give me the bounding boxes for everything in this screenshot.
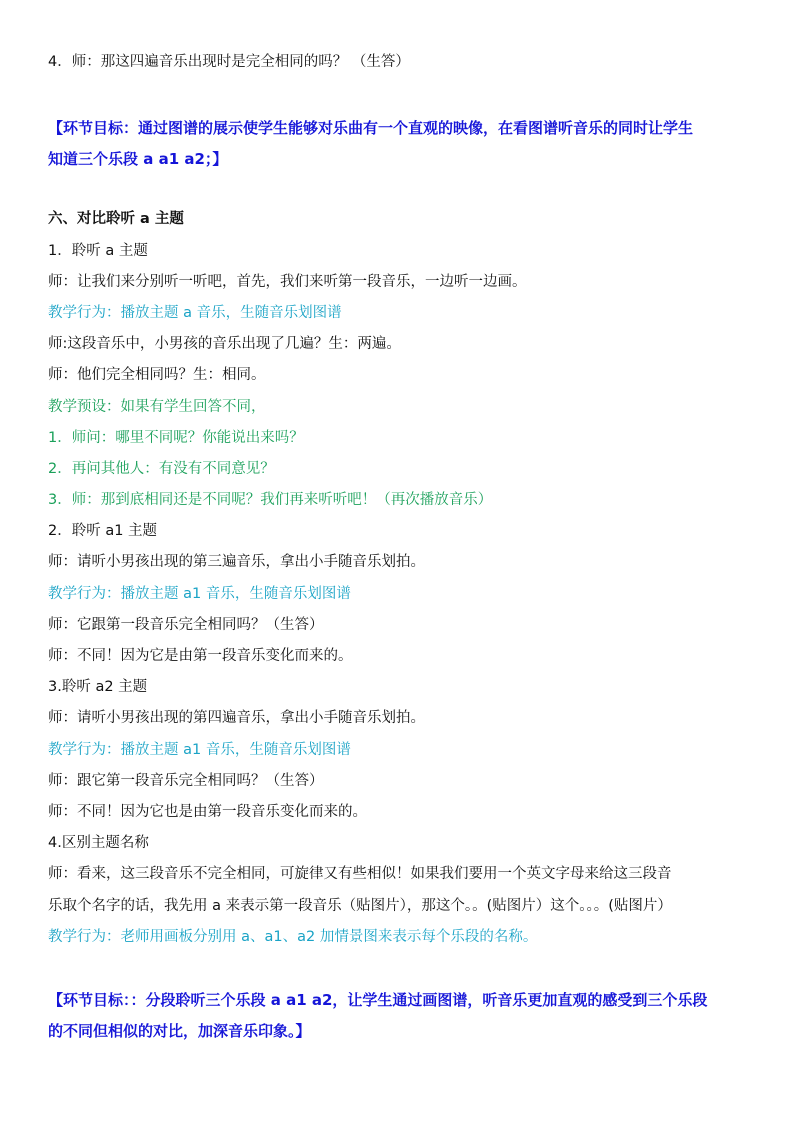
paragraph: 师：跟它第一段音乐完全相同吗？（生答） (48, 773, 324, 789)
paragraph: 师：不同！因为它也是由第一段音乐变化而来的。 (48, 804, 367, 820)
teaching-action: 教学行为：播放主题 a 音乐，生随音乐划图谱 (48, 305, 342, 321)
teaching-action: 教学行为：播放主题 a1 音乐，生随音乐划图谱 (48, 586, 351, 602)
section-goal-1-line-1: 【环节目标：通过图谱的展示使学生能够对乐曲有一个直观的映像，在看图谱听音乐的同时让学生 (48, 119, 694, 137)
preset-item-3: 3．师：那到底相同还是不同呢？我们再来听听吧！（再次播放音乐） (48, 492, 493, 508)
preset-item-2: 2．再问其他人：有没有不同意见？ (48, 461, 275, 477)
subheading-distinguish-names: 4.区别主题名称 (48, 835, 149, 851)
question-4: 4．师：那这四遍音乐出现时是完全相同的吗？ （生答） (48, 54, 410, 70)
teaching-action: 教学行为：播放主题 a1 音乐，生随音乐划图谱 (48, 742, 351, 758)
paragraph: 师：他们完全相同吗？生：相同。 (48, 367, 266, 383)
section-heading-6: 六、对比聆听 a 主题 (48, 211, 184, 227)
section-goal-1-line-2: 知道三个乐段 a a1 a2；】 (48, 150, 228, 168)
paragraph: 师：请听小男孩出现的第三遍音乐，拿出小手随音乐划拍。 (48, 554, 425, 570)
preset-item-1: 1．师问：哪里不同呢？你能说出来吗？ (48, 430, 304, 446)
teaching-preset: 教学预设：如果有学生回答不同， (48, 399, 266, 415)
subheading-listen-a1: 2．聆听 a1 主题 (48, 523, 158, 539)
paragraph: 师：让我们来分别听一听吧，首先，我们来听第一段音乐，一边听一边画。 (48, 274, 527, 290)
subheading-listen-a: 1．聆听 a 主题 (48, 243, 148, 259)
section-goal-2-line-2: 的不同但相似的对比，加深音乐印象。】 (48, 1022, 311, 1040)
paragraph-line-1: 师：看来，这三段音乐不完全相同，可旋律又有些相似！如果我们要用一个英文字母来给这三段音 (48, 866, 672, 882)
subheading-listen-a2: 3.聆听 a2 主题 (48, 679, 148, 695)
paragraph: 师：不同！因为它是由第一段音乐变化而来的。 (48, 648, 353, 664)
paragraph-line-2: 乐取个名字的话，我先用 a 来表示第一段音乐（贴图片），那这个。。(贴图片）这个。。。(贴图片） (48, 898, 672, 914)
teaching-action: 教学行为：老师用画板分别用 a、a1、a2 加情景图来表示每个乐段的名称。 (48, 929, 538, 945)
paragraph: 师：它跟第一段音乐完全相同吗？（生答） (48, 617, 324, 633)
paragraph: 师:这段音乐中，小男孩的音乐出现了几遍？生：两遍。 (48, 336, 401, 352)
paragraph: 师：请听小男孩出现的第四遍音乐，拿出小手随音乐划拍。 (48, 710, 425, 726)
section-goal-2-line-1: 【环节目标：：分段聆听三个乐段 a a1 a2，让学生通过画图谱，听音乐更加直观的感受到三个乐段 (48, 991, 708, 1009)
